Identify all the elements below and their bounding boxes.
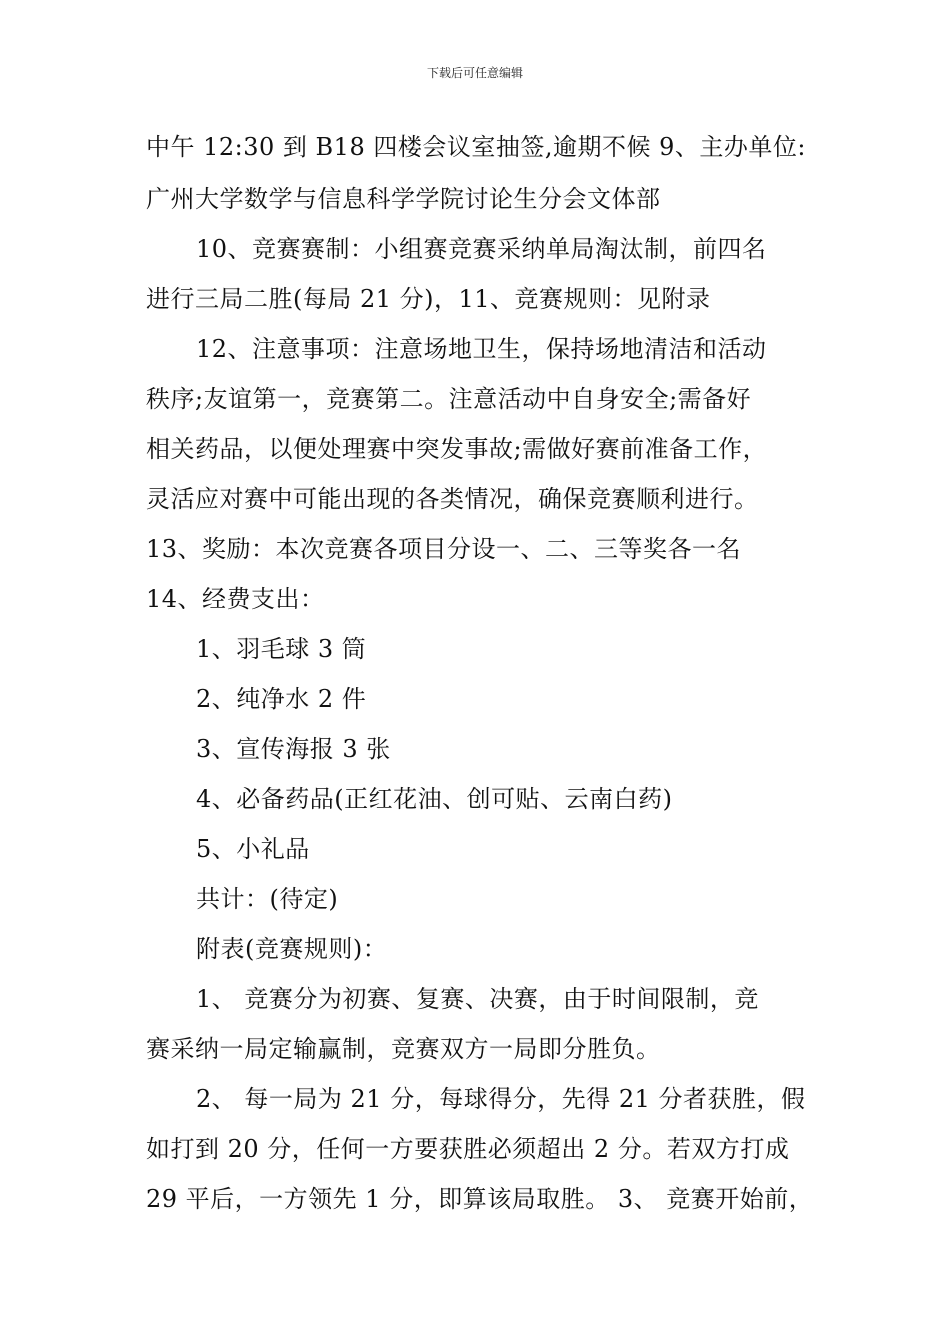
text-line: 2、 每一局为 21 分，每球得分，先得 21 分者获胜，假 <box>196 1085 806 1113</box>
list-item: 5、小礼品 <box>196 835 310 863</box>
text-line: 广州大学数学与信息科学学院讨论生分会文体部 <box>146 185 661 213</box>
text-line: 进行三局二胜(每局 21 分)，11、竞赛规则：见附录 <box>146 285 711 313</box>
text-line: 中午 12:30 到 B18 四楼会议室抽签,逾期不候 9、主办单位: <box>146 133 806 161</box>
text-line: 29 平后，一方领先 1 分，即算该局取胜。 3、 竞赛开始前， <box>146 1185 814 1213</box>
list-item: 4、必备药品(正红花油、创可贴、云南白药) <box>196 785 673 813</box>
text-line: 附表(竞赛规则)： <box>196 935 388 963</box>
text-line: 秩序;友谊第一，竞赛第二。注意活动中自身安全;需备好 <box>146 385 752 413</box>
list-item: 1、羽毛球 3 筒 <box>196 635 367 663</box>
list-item: 2、纯净水 2 件 <box>196 685 367 713</box>
text-line: 12、注意事项：注意场地卫生，保持场地清洁和活动 <box>196 335 767 363</box>
text-line: 10、竞赛赛制：小组赛竞赛采纳单局淘汰制，前四名 <box>196 235 767 263</box>
text-line: 灵活应对赛中可能出现的各类情况，确保竞赛顺利进行。 <box>146 485 759 513</box>
text-line: 共计：(待定) <box>196 885 339 913</box>
list-item: 3、宣传海报 3 张 <box>196 735 391 763</box>
text-line: 赛采纳一局定输赢制，竞赛双方一局即分胜负。 <box>146 1035 661 1063</box>
text-line: 13、奖励：本次竞赛各项目分设一、二、三等奖各一名 <box>146 535 742 563</box>
text-line: 14、经费支出： <box>146 585 325 613</box>
text-line: 1、 竞赛分为初赛、复赛、决赛，由于时间限制，竞 <box>196 985 759 1013</box>
text-line: 相关药品，以便处理赛中突发事故;需做好赛前准备工作， <box>146 435 768 463</box>
text-line: 如打到 20 分，任何一方要获胜必须超出 2 分。若双方打成 <box>146 1135 790 1163</box>
page-header: 下载后可任意编辑 <box>426 66 523 80</box>
